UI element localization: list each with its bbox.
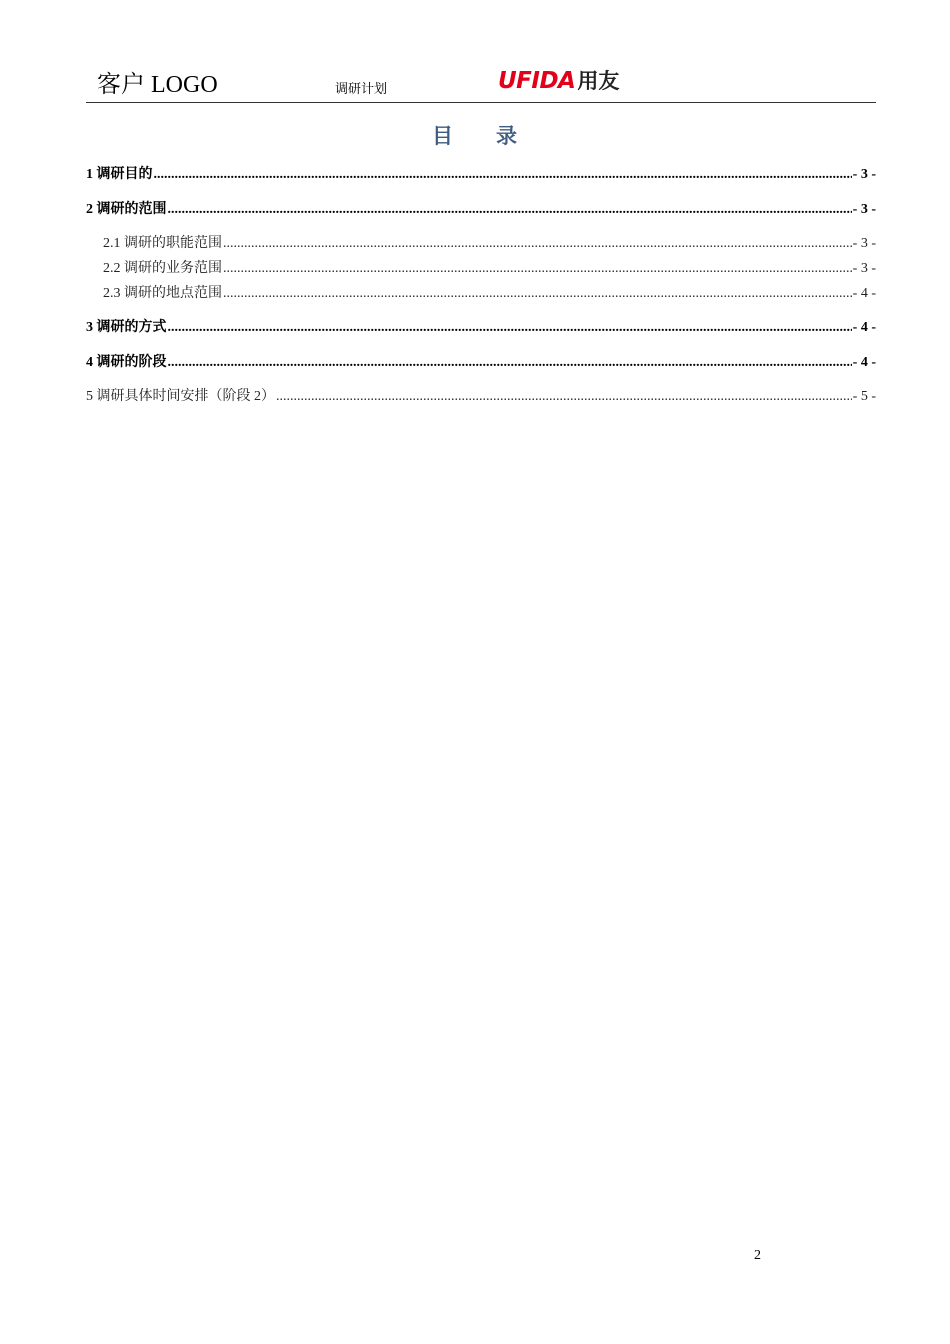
page-header xyxy=(86,66,876,103)
toc-entry-text: 2 调研的范围 xyxy=(86,202,167,217)
toc-entry-text: 4 调研的阶段 xyxy=(86,355,167,370)
toc-title-left: 目 xyxy=(432,124,454,148)
toc-dot-leader xyxy=(154,165,852,185)
toc-entry-schedule[interactable] xyxy=(86,387,876,407)
toc-entry-text: 5 调研具体时间安排（阶段 2） xyxy=(86,389,275,404)
toc-dot-leader xyxy=(223,284,852,304)
brand-cjk: 用友 xyxy=(577,69,620,93)
toc-entry-page: - 4 - xyxy=(852,286,876,301)
toc-dot-leader xyxy=(276,387,852,407)
toc-entry-page: - 3 - xyxy=(852,261,876,276)
toc-title xyxy=(0,122,950,150)
toc-entry-text: 3 调研的方式 xyxy=(86,320,167,335)
client-logo-placeholder: 客户 LOGO xyxy=(97,72,218,98)
ufida-logo xyxy=(498,68,619,96)
toc-entry-page: - 4 - xyxy=(852,320,876,335)
toc-entry-method[interactable] xyxy=(86,318,876,338)
toc-entry-page: - 5 - xyxy=(852,389,876,404)
toc-entry-page: - 3 - xyxy=(852,236,876,251)
toc-entry-page: - 4 - xyxy=(852,355,876,370)
toc-entry-location-scope[interactable] xyxy=(103,284,876,304)
brand-latin: UFIDA xyxy=(498,68,576,94)
toc-dot-leader xyxy=(168,200,852,220)
page-number: 2 xyxy=(754,1248,761,1263)
toc-entry-purpose[interactable] xyxy=(86,165,876,185)
toc-entry-business-scope[interactable] xyxy=(103,259,876,279)
toc-entry-text: 2.1 调研的职能范围 xyxy=(103,236,222,251)
toc-dot-leader xyxy=(223,234,852,254)
toc-entry-text: 2.3 调研的地点范围 xyxy=(103,286,222,301)
toc-entry-page: - 3 - xyxy=(852,167,876,182)
toc-title-right: 录 xyxy=(496,124,518,148)
toc-entry-text: 1 调研目的 xyxy=(86,167,153,182)
toc-dot-leader xyxy=(168,353,852,373)
toc-dot-leader xyxy=(223,259,852,279)
toc-entry-stages[interactable] xyxy=(86,353,876,373)
toc-entry-function-scope[interactable] xyxy=(103,234,876,254)
toc-entry-text: 2.2 调研的业务范围 xyxy=(103,261,222,276)
toc-dot-leader xyxy=(168,318,852,338)
toc-entry-page: - 3 - xyxy=(852,202,876,217)
toc-entry-scope[interactable] xyxy=(86,200,876,220)
document-name: 调研计划 xyxy=(335,81,388,96)
